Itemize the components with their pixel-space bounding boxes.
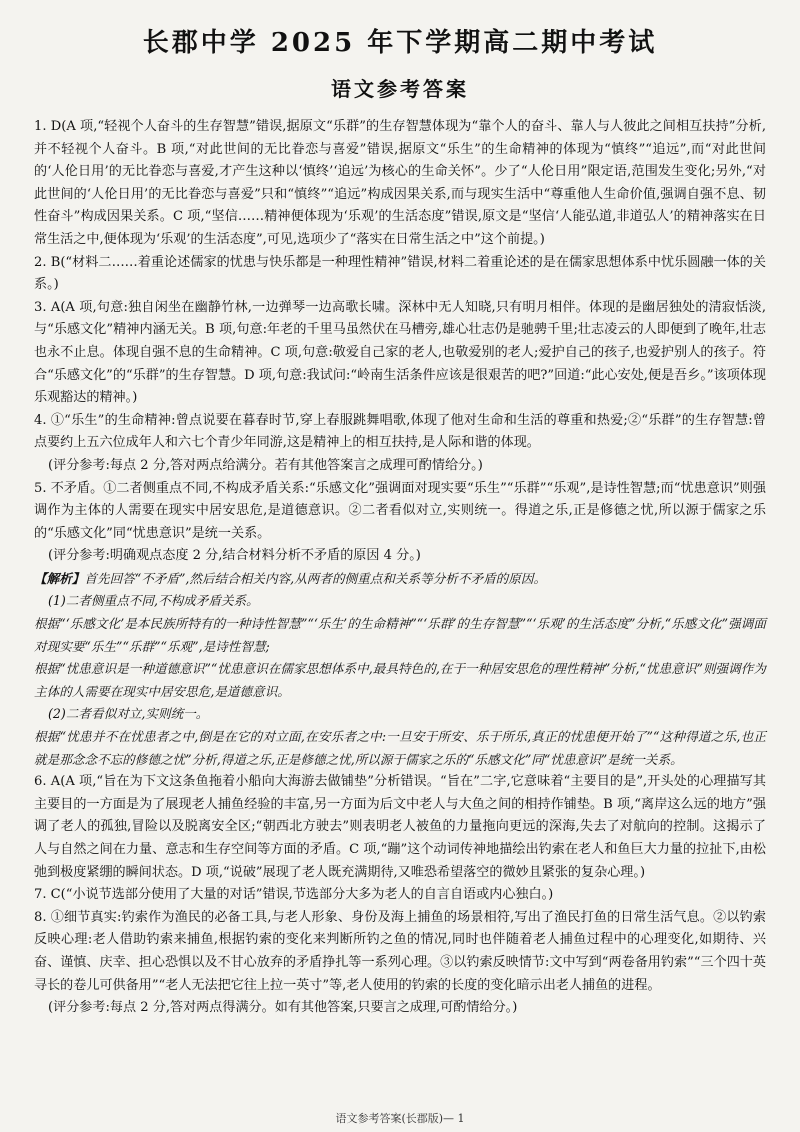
scoring-note-4: (评分参考:每点 2 分,答对两点给满分。若有其他答案言之成理可酌情给分。) <box>48 457 483 473</box>
scoring-note-5: (评分参考:明确观点态度 2 分,结合材料分析不矛盾的原因 4 分。) <box>48 548 421 564</box>
answer-item-4: 4. ①“乐生”的生命精神:曾点说要在暮春时节,穿上春服跳舞唱歌,体现了他对生命和生活的尊重和热爱;②“乐群”的生存智慧:曾点要约上五六位成年人和六七个青少年同游,这是精神上的相互扶持,是人际和谐的体现。 <box>34 412 766 451</box>
analysis-text-1: 根据“‘乐感文化’是本民族所特有的一种诗性智慧”“‘乐生’的生命精神”“‘乐群’的生存智慧”“‘乐观’的生活态度”分析,“乐感文化”强调面对现实要“乐生”“乐群”“乐观”,是诗性智慧; <box>34 616 766 654</box>
page-title: 长郡中学 2025 年下学期高二期中考试 <box>142 28 658 58</box>
answer-item-1: 1. D(A 项,“轻视个人奋斗的生存智慧”错误,据原文“乐群”的生存智慧体现为“靠个人的奋斗、靠人与人彼此之间相互扶持”分析,并不轻视个人奋斗。B 项,“对此世间的无比眷恋与喜爱”错误,据原文“乐生”的生命精神的体现为“慎终”“追远”,而“对此世间的‘人伦日用’的无比眷恋与喜爱,才产生这种以‘慎终’‘追远’为核心的生命关怀”。少了“人伦日用”限定语,范围发生变化;另外,“对此世间的‘人伦日用’的无比眷恋与喜爱”只和“慎终”“追远”构成因果关系,而与现实生活中“尊重他人生命价值,强调自强不息、韧性奋斗”构成因果关系。C 项,“坚信……精神便体现为‘乐观’的生活态度”错误,原文是“坚信‘人能弘道,非道弘人’的精神落实在日常生活之中,便体现为‘乐观’的生活态度”,可见,选项少了“落实在日常生活之中”这个前提。) <box>34 119 766 247</box>
analysis-intro: 首先回答“不矛盾”,然后结合相关内容,从两者的侧重点和关系等分析不矛盾的原因。 <box>84 570 547 586</box>
answer-item-8: 8. ①细节真实:钓索作为渔民的必备工具,与老人形象、身份及海上捕鱼的场景相符,写出了渔民打鱼的日常生活气息。②以钓索反映心理:老人借助钓索来捕鱼,根据钓索的变化来判断所钓之鱼的情况,同时也伴随着老人捕鱼过程中的心理变化,如期待、兴奋、谨慎、庆幸、担心恐惧以及不甘心放弃的矛盾挣扎等一系列心理。③以钓索反映情节:文中写到“两卷备用钓索”“三个四十英寻长的卷儿可供备用”“老人无法把它往上拉一英寸”等,老人使用的钓索的长度的变化暗示出老人捕鱼的进程。 <box>34 909 766 993</box>
answer-content <box>34 116 766 1020</box>
analysis-text-3: 根据“忧患并不在忧患者之中,倒是在它的对立面,在安乐者之中:一旦安于所安、乐于所乐,真正的忧患便开始了”“这种得道之乐,也正就是那念念不忘的修德之忧”分析,得道之乐,正是修德之忧,所以源于儒家之乐的“乐感文化”同“忧患意识”是统一关系。 <box>34 729 766 767</box>
analysis-point-2: (2)二者看似对立,实则统一。 <box>48 706 209 722</box>
analysis-intro-line <box>34 568 766 591</box>
analysis-text-2: 根据“忧患意识是一种道德意识”“忧患意识在儒家思想体系中,最具特色的,在于一种居安思危的理性精神”分析,“忧患意识”则强调作为主体的人需要在现实中居安思危,是道德意识。 <box>34 661 766 699</box>
scoring-note-8: (评分参考:每点 2 分,答对两点得满分。如有其他答案,只要言之成理,可酌情给分。) <box>48 1000 518 1016</box>
answer-item-2: 2. B(“材料二……着重论述儒家的忧患与快乐都是一种理性精神”错误,材料二着重论述的是在儒家思想体系中忧乐圆融一体的关系。) <box>34 254 766 293</box>
page-subtitle: 语文参考答案 <box>331 77 469 101</box>
analysis-label: 【解析】 <box>34 570 85 586</box>
analysis-block <box>34 568 766 771</box>
answer-item-6: 6. A(A 项,“旨在为下文这条鱼拖着小船向大海游去做铺垫”分析错误。“旨在”二字,它意味着“主要目的是”,开头处的心理描写其主要目的一方面是为了展现老人捕鱼经验的丰富,另一方面为后文中老人与大鱼之间的相持作铺垫。B 项,“离岸这么远的地方”强调了老人的孤独,冒险以及脱离安全区;“朝西北方驶去”则表明老人被鱼的力量拖向更远的深海,失去了对航向的控制。这揭示了人与自然之间在力量、意志和生存空间等方面的矛盾。C 项,“蹦”这个动词传神地描绘出钓索在老人和鱼巨大力量的拉扯下,由松弛到极度紧绷的瞬间状态。D 项,“说破”展现了老人既充满期待,又唯恐希望落空的微妙且紧张的复杂心理。) <box>34 774 766 880</box>
answer-item-3: 3. A(A 项,句意:独自闲坐在幽静竹林,一边弹琴一边高歌长啸。深林中无人知晓,只有明月相伴。体现的是幽居独处的清寂恬淡,与“乐感文化”精神内涵无关。B 项,句意:年老的千里马虽然伏在马槽旁,雄心壮志仍是驰骋千里;壮志凌云的人即便到了晚年,壮志也永不止息。体现自强不息的生命精神。C 项,句意:敬爱自己家的老人,也敬爱别的老人;爱护自己的孩子,也爱护别人的孩子。符合“乐感文化”的“乐群”的生存智慧。D 项,句意:我试问:“岭南生活条件应该是很艰苦的吧?”回道:“此心安处,便是吾乡。”该项体现乐观豁达的精神。) <box>34 299 766 406</box>
analysis-point-1: (1)二者侧重点不同,不构成矛盾关系。 <box>48 593 259 609</box>
answer-item-7: 7. C(“小说节选部分使用了大量的对话”错误,节选部分大多为老人的自言自语或内心独白。) <box>34 887 554 903</box>
answer-item-5: 5. 不矛盾。①二者侧重点不同,不构成矛盾关系:“乐感文化”强调面对现实要“乐生”“乐群”“乐观”,是诗性智慧;而“忧患意识”则强调作为主体的人需要在现实中居安思危,是道德意识。②二者看似对立,实则统一。得道之乐,正是修德之忧,所以源于儒家之乐的“乐感文化”同“忧患意识”是统一关系。 <box>34 480 766 541</box>
page-footer: 语文参考答案(长郡版)— 1 <box>335 1112 465 1125</box>
